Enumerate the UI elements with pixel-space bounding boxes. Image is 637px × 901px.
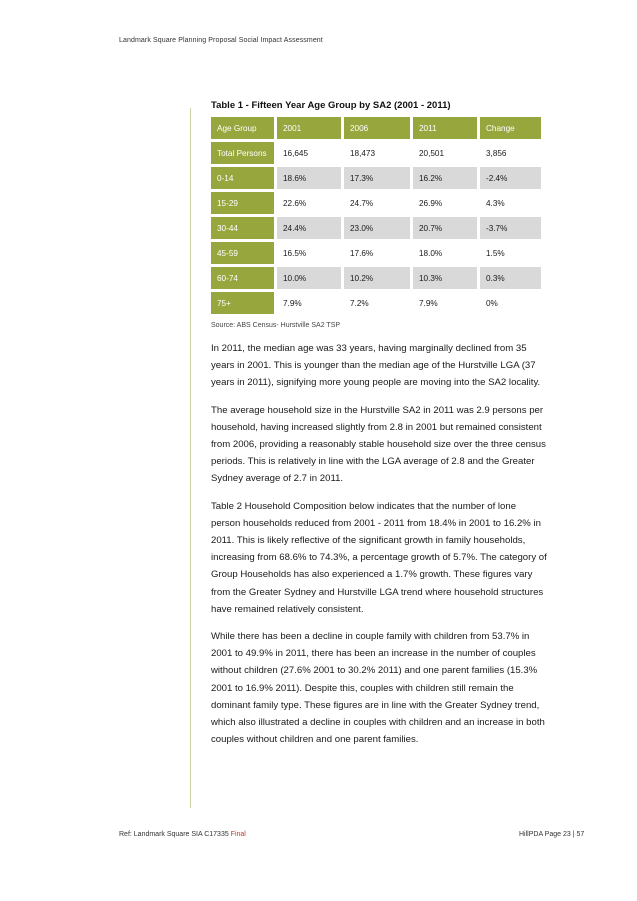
column-header: 2006 — [344, 117, 410, 139]
column-header: 2011 — [413, 117, 477, 139]
table-cell: 20.7% — [413, 217, 477, 239]
table-row — [211, 267, 541, 289]
table-cell: -2.4% — [480, 167, 541, 189]
footer-status: Final — [230, 831, 246, 838]
body-paragraph: Table 2 Household Composition below indicates that the number of lone person households reduced from 2001 - 2011 from 18.4% in 2001 to 16.2% in 2011. This is likely reflective of the significant growth in family households, increasing from 68.6% to 74.3%, a percentage growth of 5.7%. The category of Group Households has also experienced a 1.7% growth. These figures vary from the Greater Sydney and Hurstville LGA trend where household structures have remained relatively consistent. — [211, 500, 547, 615]
table-row — [211, 292, 541, 314]
margin-rule — [190, 108, 191, 808]
row-label: 30-44 — [211, 217, 274, 239]
table-title: Table 1 - Fifteen Year Age Group by SA2 (2001 - 2011) — [211, 100, 451, 111]
table-cell: 18.6% — [277, 167, 341, 189]
table-cell: 0% — [480, 292, 541, 314]
table-cell: 10.2% — [344, 267, 410, 289]
table-cell: 24.4% — [277, 217, 341, 239]
table-cell: 4.3% — [480, 192, 541, 214]
table-row — [211, 142, 541, 164]
table-row — [211, 242, 541, 264]
document-header: Landmark Square Planning Proposal Social Impact Assessment — [119, 37, 323, 44]
table-row — [211, 192, 541, 214]
table-cell: 3,856 — [480, 142, 541, 164]
table-cell: 22.6% — [277, 192, 341, 214]
footer-reference — [119, 831, 246, 838]
age-group-table — [208, 114, 544, 317]
table-cell: 16,645 — [277, 142, 341, 164]
footer-ref-text: Ref: Landmark Square SIA C17335 — [119, 831, 231, 838]
table-cell: 23.0% — [344, 217, 410, 239]
table-cell: 26.9% — [413, 192, 477, 214]
table-cell: 7.2% — [344, 292, 410, 314]
table-row — [211, 217, 541, 239]
table-header-row — [211, 117, 541, 139]
body-paragraph: While there has been a decline in couple family with children from 53.7% in 2001 to 49.9% in 2011, there has been an increase in the number of couples without children (27.6% 2001 to 30.2% 2011) and one parent families (15.3% 2001 to 16.9% 2011). Despite this, couples with children still remain the dominant family type. These figures are in line with the Greater Sydney trend, which also illustrated a decline in couples with children and an increase in both couples without children and one parent families. — [211, 631, 545, 746]
table-cell: 24.7% — [344, 192, 410, 214]
table-cell: 18.0% — [413, 242, 477, 264]
table-cell: 10.3% — [413, 267, 477, 289]
column-header: Age Group — [211, 117, 274, 139]
table-cell: 10.0% — [277, 267, 341, 289]
body-paragraph: The average household size in the Hurstville SA2 in 2011 was 2.9 persons per household, having increased slightly from 2.8 in 2001 but remained consistent from 2006, providing a reasonably stable household size over the three census periods. This is relatively in line with the LGA average of 2.8 and the Greater Sydney average of 2.7 in 2011. — [211, 404, 546, 485]
row-label: 60-74 — [211, 267, 274, 289]
row-label: 0-14 — [211, 167, 274, 189]
table-cell: 20,501 — [413, 142, 477, 164]
row-label: 15-29 — [211, 192, 274, 214]
table-cell: 0.3% — [480, 267, 541, 289]
row-label: Total Persons — [211, 142, 274, 164]
table-cell: 1.5% — [480, 242, 541, 264]
table-cell: -3.7% — [480, 217, 541, 239]
main-content — [211, 100, 547, 748]
table-cell: 16.2% — [413, 167, 477, 189]
table-cell: 17.6% — [344, 242, 410, 264]
table-cell: 17.3% — [344, 167, 410, 189]
table-cell: 16.5% — [277, 242, 341, 264]
body-paragraph: In 2011, the median age was 33 years, having marginally declined from 35 years in 2001. This is younger than the median age of the Hurstville LGA (37 years in 2011), signifying more young people are moving into the SA2 locality. — [211, 343, 541, 389]
footer-page-number: HillPDA Page 23 | 57 — [519, 831, 585, 838]
table-row — [211, 167, 541, 189]
row-label: 75+ — [211, 292, 274, 314]
table-source-note: Source: ABS Census- Hurstville SA2 TSP — [211, 322, 341, 329]
table-cell: 18,473 — [344, 142, 410, 164]
column-header: Change — [480, 117, 541, 139]
table-cell: 7.9% — [277, 292, 341, 314]
row-label: 45-59 — [211, 242, 274, 264]
column-header: 2001 — [277, 117, 341, 139]
table-cell: 7.9% — [413, 292, 477, 314]
